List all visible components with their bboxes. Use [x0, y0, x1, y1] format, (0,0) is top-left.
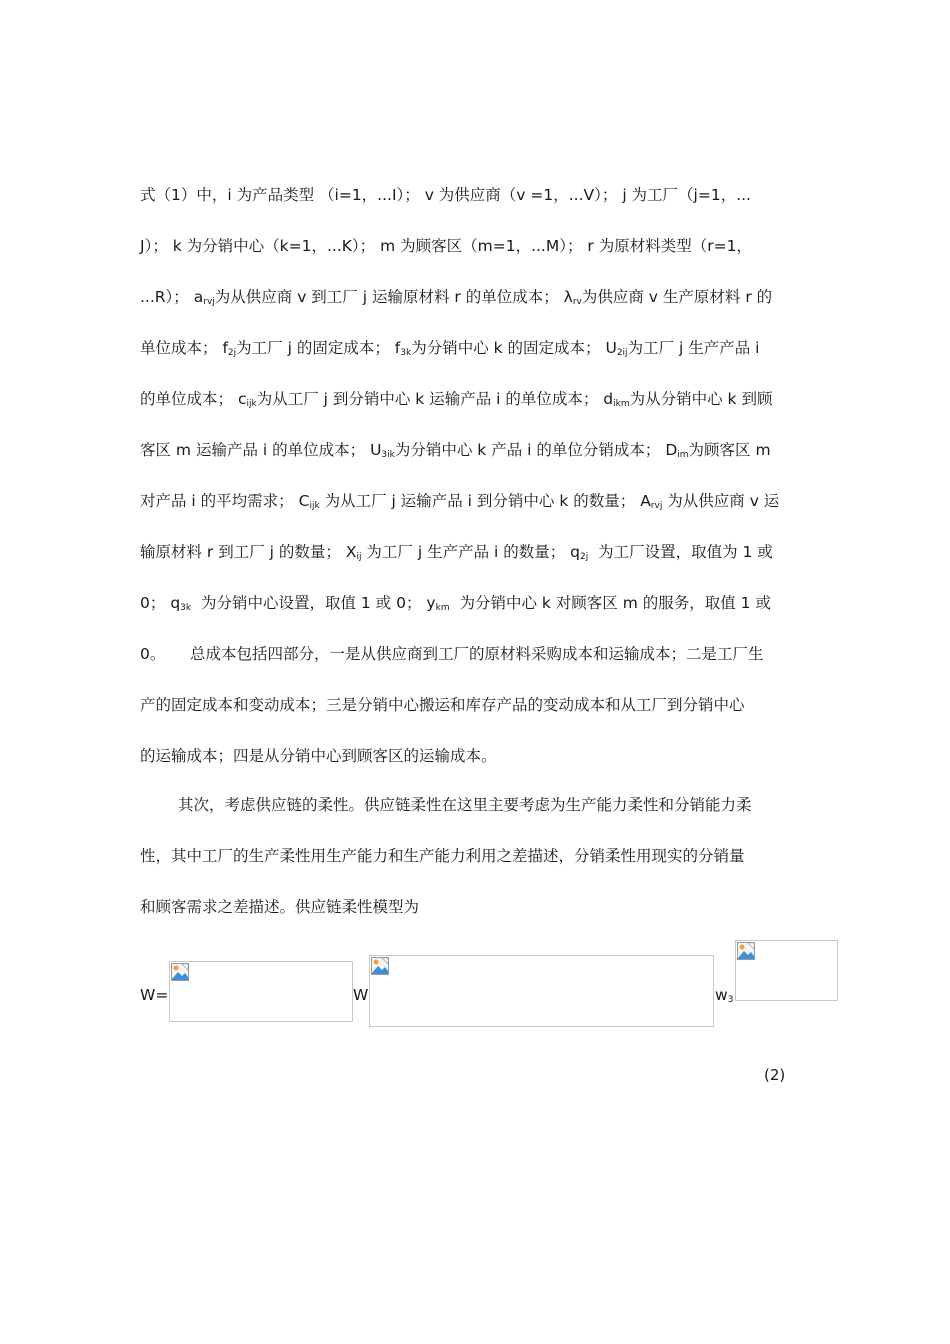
formula-w3: [715, 986, 733, 1004]
var-D: D: [665, 441, 678, 459]
broken-image-icon: [737, 942, 755, 960]
text-line: [140, 338, 759, 358]
var-C-sub: ijk: [309, 501, 320, 511]
var-a-desc: 为从供应商 v 到工厂 j 运输原材料 r 的单位成本；: [214, 288, 559, 306]
text-line: J）； k 为分销中心（k=1，...K）； m 为顾客区（m=1，...M）； r 为原材料类型（r=1，: [140, 237, 752, 255]
var-C-desc: 为从工厂 j 运输产品 i 到分销中心 k 的数量；: [324, 492, 636, 510]
text-line: 的运输成本；四是从分销中心到顾客区的运输成本。: [140, 747, 497, 765]
text-line: [140, 389, 772, 409]
text-fragment: 输原材料 r 到工厂 j 的数量；: [140, 543, 341, 561]
var-u2: U: [605, 339, 617, 357]
var-A-desc: 为从供应商 v 运: [667, 492, 780, 510]
var-q3: q: [170, 594, 181, 612]
var-lambda: λ: [563, 288, 573, 306]
text-line: 和顾客需求之差描述。供应链柔性模型为: [140, 898, 420, 916]
var-u3-sub: 3ik: [381, 450, 395, 460]
formula-image-placeholder: [735, 940, 838, 1001]
paragraph-first-line: 其次，考虑供应链的柔性。供应链柔性在这里主要考虑为生产能力柔性和分销能力柔: [178, 796, 752, 814]
var-X-sub: ij: [356, 552, 362, 562]
var-f3: f: [394, 339, 401, 357]
text-fragment: 对产品 i 的平均需求；: [140, 492, 294, 510]
formula-w3-sub: 3: [727, 995, 734, 1005]
var-q2-sub: 2j: [580, 552, 589, 562]
text-fragment: 单位成本；: [140, 339, 218, 357]
var-q3-desc: 为分销中心设置，取值 1 或 0；: [200, 594, 422, 612]
var-A: A: [640, 492, 651, 510]
formula-w2: W: [353, 986, 369, 1004]
var-q2-desc: 为工厂设置，取值为 1 或: [598, 543, 773, 561]
var-f2-desc: 为工厂 j 的固定成本；: [236, 339, 390, 357]
text-line: [140, 287, 772, 307]
var-c-sub: ijk: [246, 399, 257, 409]
text-line: 0。 总成本包括四部分，一是从供应商到工厂的原材料采购成本和运输成本；二是工厂生: [140, 645, 764, 663]
var-f2-sub: 2j: [227, 348, 237, 358]
var-a-sub: rvj: [203, 297, 215, 307]
var-u3: U: [370, 441, 382, 459]
var-D-sub: im: [677, 450, 689, 460]
text-line: 式（1）中，i 为产品类型 （i=1，...I）； v 为供应商（v =1，...V）； j 为工厂（j=1，...: [140, 186, 751, 204]
formula-image-placeholder: [169, 961, 353, 1022]
var-f3-desc: 为分销中心 k 的固定成本；: [411, 339, 601, 357]
text-fragment: 的单位成本；: [140, 390, 234, 408]
var-a: a: [193, 288, 204, 306]
var-X-desc: 为工厂 j 生产产品 i 的数量；: [366, 543, 566, 561]
formula-w3-base: w: [715, 986, 728, 1004]
text-line: 产的固定成本和变动成本；三是分销中心搬运和库存产品的变动成本和从工厂到分销中心: [140, 696, 745, 714]
text-fragment: 客区 m 运输产品 i 的单位成本；: [140, 441, 366, 459]
formula-image-placeholder: [369, 955, 714, 1027]
broken-image-icon: [371, 957, 389, 975]
var-f3-sub: 3k: [400, 348, 412, 358]
var-lambda-desc: 为供应商 v 生产原材料 r 的: [581, 288, 773, 306]
var-q3-sub: 3k: [180, 603, 192, 613]
var-y: y: [426, 594, 436, 612]
var-c-desc: 为从工厂 j 到分销中心 k 运输产品 i 的单位成本；: [256, 390, 599, 408]
var-y-sub: km: [435, 603, 450, 613]
var-d-sub: ikm: [613, 399, 630, 409]
text-line: [140, 593, 771, 613]
var-u2-desc: 为工厂 j 生产产品 i: [627, 339, 760, 357]
text-line: 性，其中工厂的生产柔性用生产能力和生产能力利用之差描述，分销柔性用现实的分销量: [140, 847, 745, 865]
text-line: [140, 491, 779, 511]
var-lambda-sub: rv: [572, 297, 582, 307]
var-q2: q: [570, 543, 581, 561]
var-u2-sub: 2ij: [616, 348, 628, 358]
formula-w-equals: W=: [140, 986, 169, 1004]
var-c: c: [237, 390, 247, 408]
var-C: C: [298, 492, 310, 510]
equation-number: (2): [764, 1066, 786, 1084]
var-A-sub: rvj: [650, 501, 663, 511]
var-X: X: [345, 543, 357, 561]
var-f2: f: [222, 339, 228, 357]
var-d-desc: 为从分销中心 k 到顾: [629, 390, 773, 408]
text-line: [140, 440, 771, 460]
var-u3-desc: 为分销中心 k 产品 i 的单位分销成本；: [394, 441, 661, 459]
var-y-desc: 为分销中心 k 对顾客区 m 的服务，取值 1 或: [459, 594, 771, 612]
var-D-desc: 为顾客区 m: [688, 441, 771, 459]
text-line: [140, 542, 773, 562]
broken-image-icon: [171, 963, 189, 981]
var-d: d: [603, 390, 614, 408]
text-fragment: ...R）；: [140, 288, 189, 306]
text-fragment: 0；: [140, 594, 166, 612]
